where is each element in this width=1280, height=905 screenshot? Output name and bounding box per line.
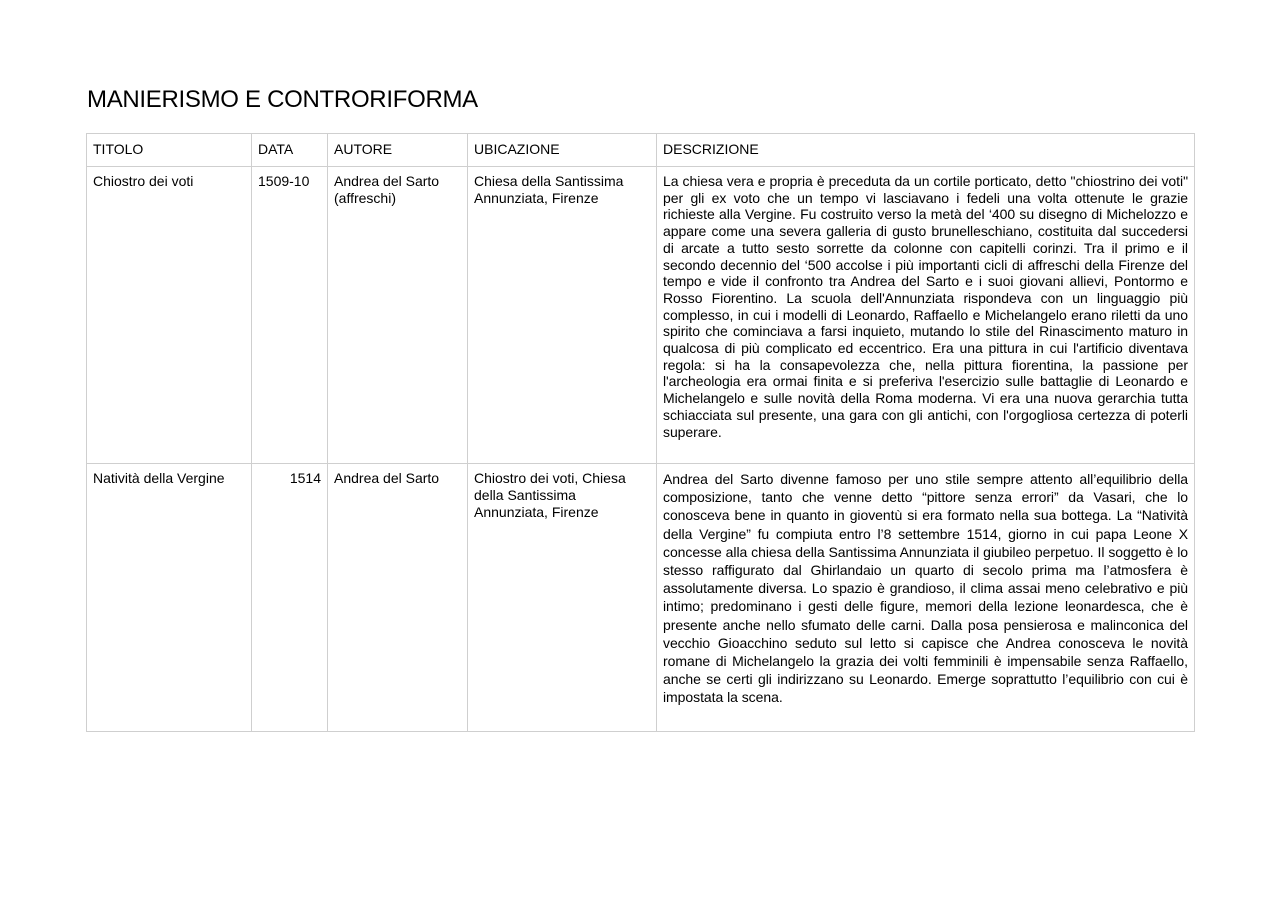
page-title: MANIERISMO E CONTRORIFORMA <box>87 86 478 113</box>
header-titolo: TITOLO <box>87 134 252 167</box>
cell-ubicazione: Chiesa della Santissima Annunziata, Firenze <box>468 167 657 464</box>
table-row <box>87 464 1195 732</box>
header-data: DATA <box>252 134 328 167</box>
cell-titolo: Chiostro dei voti <box>87 167 252 464</box>
cell-ubicazione: Chiostro dei voti, Chiesa della Santissima Annunziata, Firenze <box>468 464 657 732</box>
cell-descrizione: La chiesa vera e propria è preceduta da un cortile porticato, detto "chiostrino dei voti" per gli ex voto che un tempo vi lasciavano i fedeli una volta ottenute le grazie richieste alla Vergine. Fu costruito verso la metà del ‘400 su disegno di Michelozzo e appare come una severa galleria di gusto brunelleschiano, costituita dal succedersi di arcate a tutto sesto sorrette da colonne con capitelli corinzi. Tra il primo e il secondo decennio del ‘500 accolse i più importanti cicli di affreschi della Firenze del tempo e vide il confronto tra Andrea del Sarto e i suoi giovani allievi, Pontormo e Rosso Fiorentino. La scuola dell'Annunziata rispondeva con un linguaggio più complesso, in cui i modelli di Leonardo, Raffaello e Michelangelo erano riletti da uno spirito che cominciava a farsi inquieto, mutando lo stile del Rinascimento maturo in qualcosa di più complicato ed eccentrico. Era una pittura in cui l'artificio diventava regola: si ha la consapevolezza che, nella pittura fiorentina, la passione per l'archeologia era ormai finita e si preferiva l'esercizio sulle battaglie di Leonardo e Michelangelo e sulle novità della Roma moderna. Vi era una nuova gerarchia tutta schiacciata sul presente, una gara con gli antichi, con l'orgogliosa certezza di poterli superare. <box>657 167 1195 464</box>
table-row <box>87 167 1195 464</box>
cell-descrizione: Andrea del Sarto divenne famoso per uno stile sempre attento all’equilibrio della composizione, tanto che venne detto “pittore senza errori” da Vasari, che lo conosceva bene in quanto in gioventù si era formato nella sua bottega. La “Natività della Vergine” fu compiuta entro l’8 settembre 1514, giorno in cui papa Leone X concesse alla chiesa della Santissima Annunziata il giubileo perpetuo. Il soggetto è lo stesso raffigurato dal Ghirlandaio un quarto di secolo prima ma l’atmosfera è assolutamente diversa. Lo spazio è grandioso, il clima assai meno celebrativo e più intimo; predominano i gesti delle figure, memori della lezione leonardesca, che è presente anche nello sfumato delle carni. Dalla posa pensierosa e malinconica del vecchio Gioacchino seduto sul letto si capisce che Andrea conosceva le novità romane di Michelangelo la grazia dei volti femminili è impensabile senza Raffaello, anche se certi gli indirizzano su Leonardo. Emerge soprattutto l’equilibrio con cui è impostata la scena. <box>657 464 1195 732</box>
header-descrizione: DESCRIZIONE <box>657 134 1195 167</box>
cell-data: 1514 <box>252 464 328 732</box>
cell-titolo: Natività della Vergine <box>87 464 252 732</box>
cell-autore: Andrea del Sarto (affreschi) <box>328 167 468 464</box>
table-header-row <box>87 134 1195 167</box>
artworks-table <box>86 133 1195 732</box>
header-autore: AUTORE <box>328 134 468 167</box>
cell-autore: Andrea del Sarto <box>328 464 468 732</box>
header-ubicazione: UBICAZIONE <box>468 134 657 167</box>
cell-data: 1509-10 <box>252 167 328 464</box>
